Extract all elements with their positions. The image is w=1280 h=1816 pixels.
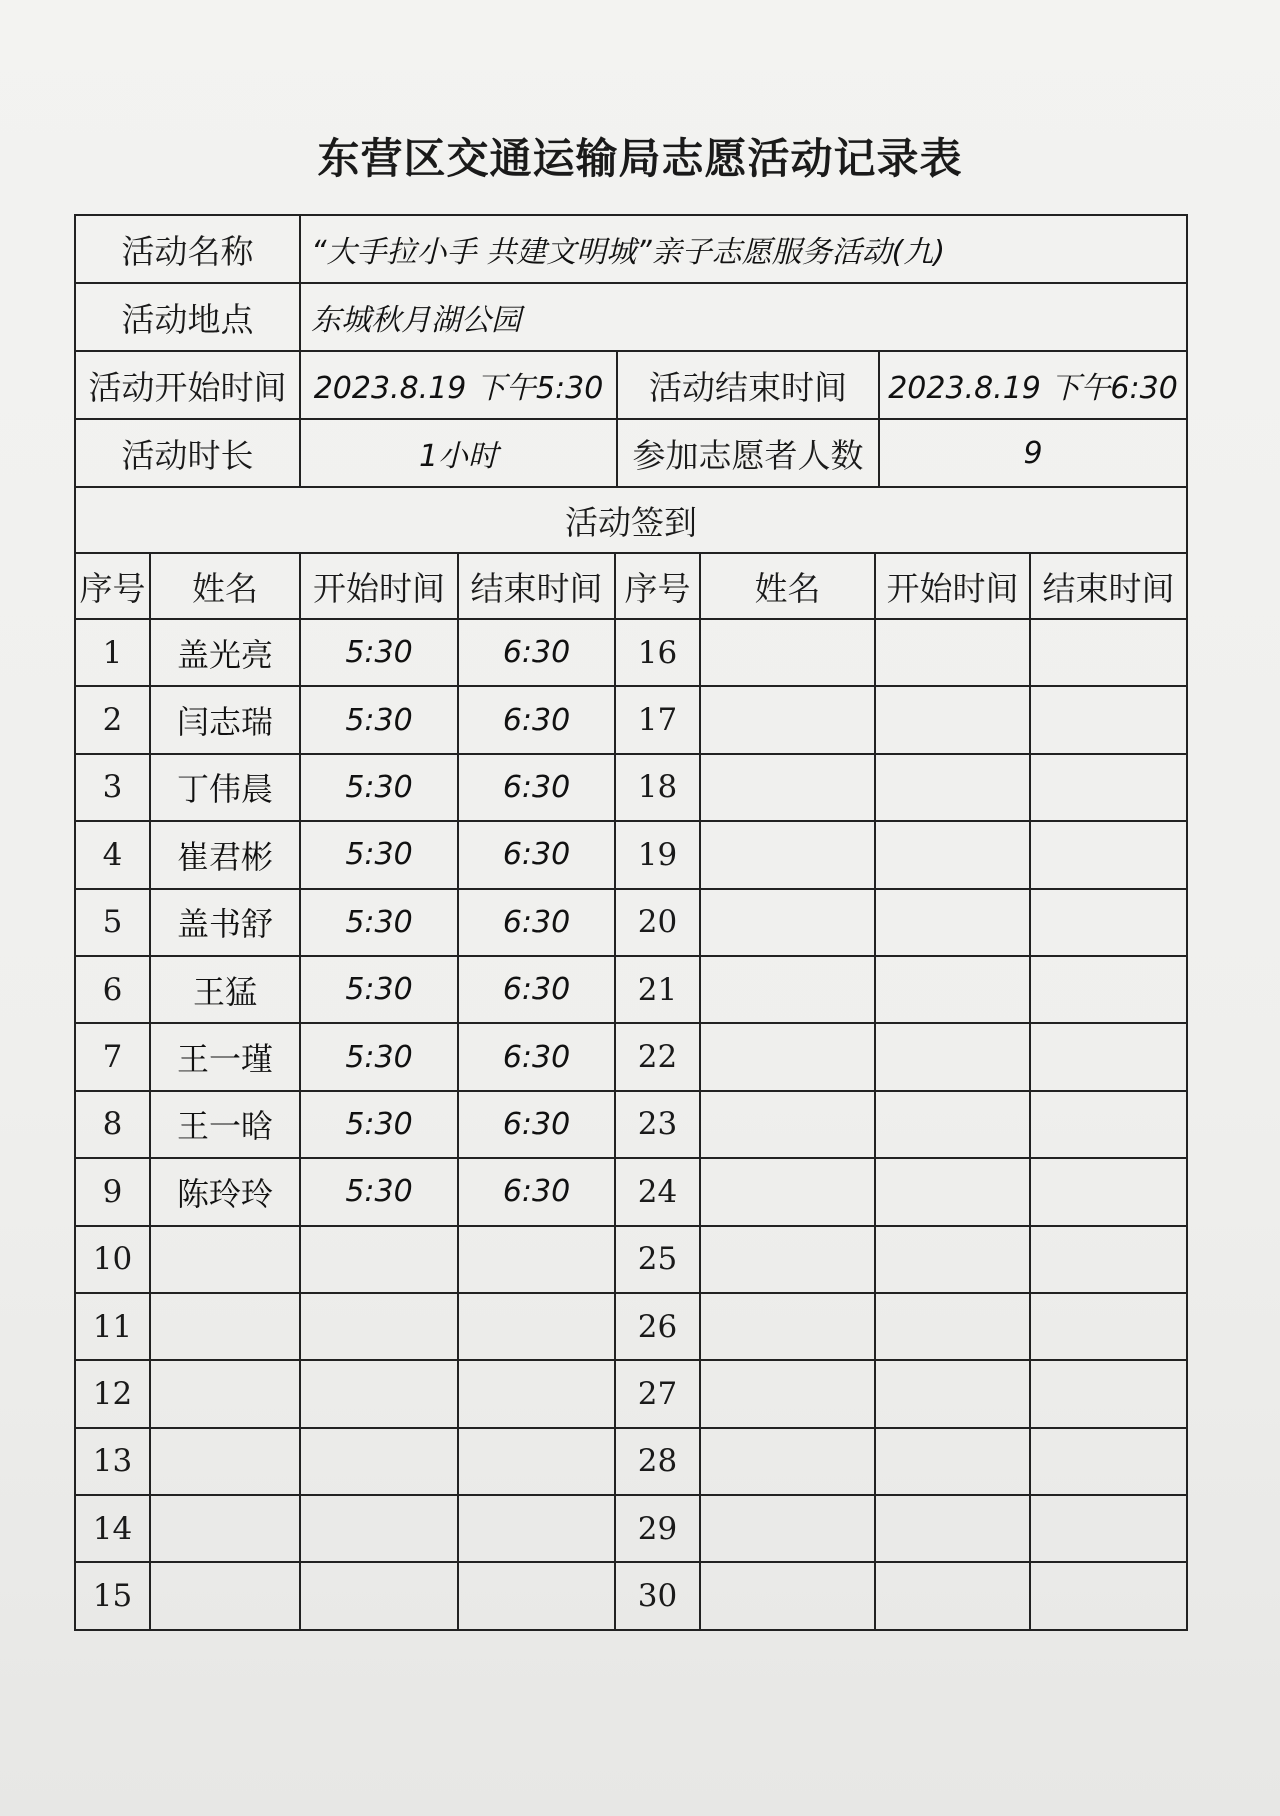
- row-start-cell-right: [875, 619, 1030, 686]
- row-name-cell-right: [700, 686, 875, 753]
- signin-row: [75, 686, 1187, 753]
- signin-row: [75, 1158, 1187, 1225]
- row-end-cell-right: [1030, 1226, 1187, 1293]
- row-end-cell: 6:30: [458, 619, 615, 686]
- row-no-cell: 10: [75, 1226, 150, 1293]
- info-row-activity-name: [75, 215, 1187, 283]
- col-header-start: 开始时间: [300, 553, 458, 619]
- signin-row: [75, 1495, 1187, 1562]
- row-start-cell-right: [875, 1360, 1030, 1427]
- signin-row: [75, 754, 1187, 821]
- row-end-cell: [458, 1562, 615, 1629]
- signin-row: [75, 487, 1187, 553]
- row-end-cell-right: [1030, 1495, 1187, 1562]
- row-no-cell-right: 24: [615, 1158, 700, 1225]
- signin-table: [74, 552, 1188, 1631]
- signin-heading: 活动签到: [75, 487, 1187, 553]
- col-header-no-right: 序号: [615, 553, 700, 619]
- row-end-cell-right: [1030, 889, 1187, 956]
- row-name-cell-right: [700, 1360, 875, 1427]
- row-end-cell: 6:30: [458, 1023, 615, 1090]
- row-end-cell-right: [1030, 619, 1187, 686]
- row-start-cell: 5:30: [300, 821, 458, 888]
- row-start-cell-right: [875, 1023, 1030, 1090]
- row-no-cell-right: 18: [615, 754, 700, 821]
- signin-row: [75, 1023, 1187, 1090]
- row-name-cell: [150, 1562, 300, 1629]
- row-end-cell: 6:30: [458, 956, 615, 1023]
- row-name-cell-right: [700, 1562, 875, 1629]
- row-no-cell-right: 22: [615, 1023, 700, 1090]
- signin-row: [75, 1293, 1187, 1360]
- row-name-cell: 盖书舒: [150, 889, 300, 956]
- row-name-cell-right: [700, 1293, 875, 1360]
- row-no-cell-right: 21: [615, 956, 700, 1023]
- row-start-cell: 5:30: [300, 889, 458, 956]
- form-title: 东营区交通运输局志愿活动记录表: [317, 134, 963, 183]
- signin-row: [75, 821, 1187, 888]
- activity-name-label: 活动名称: [75, 215, 300, 283]
- row-end-cell: 6:30: [458, 889, 615, 956]
- row-end-cell: [458, 1428, 615, 1495]
- row-end-cell: [458, 1226, 615, 1293]
- row-no-cell: 13: [75, 1428, 150, 1495]
- row-name-cell: 闫志瑞: [150, 686, 300, 753]
- row-name-cell: 王一晗: [150, 1091, 300, 1158]
- row-start-cell: 5:30: [300, 1023, 458, 1090]
- row-name-cell-right: [700, 821, 875, 888]
- row-no-cell-right: 26: [615, 1293, 700, 1360]
- row-no-cell: 5: [75, 889, 150, 956]
- row-name-cell: 崔君彬: [150, 821, 300, 888]
- row-name-cell-right: [700, 956, 875, 1023]
- row-name-cell-right: [700, 1428, 875, 1495]
- row-no-cell: 9: [75, 1158, 150, 1225]
- row-name-cell: [150, 1293, 300, 1360]
- volunteer-count-value: 9: [879, 419, 1187, 487]
- row-name-cell-right: [700, 754, 875, 821]
- row-no-cell: 15: [75, 1562, 150, 1629]
- row-start-cell: [300, 1562, 458, 1629]
- row-start-cell-right: [875, 889, 1030, 956]
- end-time-label: 活动结束时间: [617, 351, 879, 419]
- row-no-cell-right: 16: [615, 619, 700, 686]
- row-no-cell-right: 28: [615, 1428, 700, 1495]
- row-start-cell-right: [875, 821, 1030, 888]
- info-row-duration: [75, 419, 1187, 487]
- duration-value: 1小时: [300, 419, 617, 487]
- row-name-cell-right: [700, 1495, 875, 1562]
- row-end-cell-right: [1030, 821, 1187, 888]
- location-value: 东城秋月湖公园: [300, 283, 1187, 351]
- row-name-cell-right: [700, 889, 875, 956]
- col-header-start-right: 开始时间: [875, 553, 1030, 619]
- row-no-cell: 1: [75, 619, 150, 686]
- row-start-cell: [300, 1293, 458, 1360]
- row-end-cell-right: [1030, 754, 1187, 821]
- row-name-cell: 盖光亮: [150, 619, 300, 686]
- row-start-cell-right: [875, 686, 1030, 753]
- row-no-cell-right: 17: [615, 686, 700, 753]
- signin-header-row: [75, 553, 1187, 619]
- signin-row: [75, 1226, 1187, 1293]
- row-end-cell-right: [1030, 1158, 1187, 1225]
- row-no-cell-right: 20: [615, 889, 700, 956]
- row-name-cell-right: [700, 1091, 875, 1158]
- row-name-cell: [150, 1226, 300, 1293]
- row-start-cell-right: [875, 1158, 1030, 1225]
- row-start-cell-right: [875, 956, 1030, 1023]
- row-no-cell: 11: [75, 1293, 150, 1360]
- row-no-cell: 6: [75, 956, 150, 1023]
- signin-table-body: [75, 553, 1187, 1630]
- start-time-value: 2023.8.19 下午5:30: [300, 351, 617, 419]
- col-header-no: 序号: [75, 553, 150, 619]
- row-end-cell: 6:30: [458, 1158, 615, 1225]
- signin-row: [75, 889, 1187, 956]
- row-end-cell-right: [1030, 1428, 1187, 1495]
- row-start-cell: 5:30: [300, 956, 458, 1023]
- row-start-cell: 5:30: [300, 1158, 458, 1225]
- row-start-cell-right: [875, 754, 1030, 821]
- signin-row: [75, 1091, 1187, 1158]
- end-time-value: 2023.8.19 下午6:30: [879, 351, 1187, 419]
- volunteer-count-label: 参加志愿者人数: [617, 419, 879, 487]
- signin-row: [75, 1428, 1187, 1495]
- row-end-cell: 6:30: [458, 686, 615, 753]
- record-form: [74, 214, 1186, 1642]
- col-header-end: 结束时间: [458, 553, 615, 619]
- col-header-name: 姓名: [150, 553, 300, 619]
- row-name-cell: 陈玲玲: [150, 1158, 300, 1225]
- row-name-cell-right: [700, 1158, 875, 1225]
- row-no-cell: 4: [75, 821, 150, 888]
- row-start-cell: [300, 1495, 458, 1562]
- row-start-cell: [300, 1360, 458, 1427]
- row-start-cell-right: [875, 1428, 1030, 1495]
- col-header-end-right: 结束时间: [1030, 553, 1187, 619]
- row-end-cell: 6:30: [458, 1091, 615, 1158]
- row-start-cell: [300, 1428, 458, 1495]
- row-no-cell: 14: [75, 1495, 150, 1562]
- row-no-cell-right: 25: [615, 1226, 700, 1293]
- duration-label: 活动时长: [75, 419, 300, 487]
- row-start-cell-right: [875, 1562, 1030, 1629]
- signin-row: [75, 956, 1187, 1023]
- row-no-cell-right: 19: [615, 821, 700, 888]
- row-end-cell-right: [1030, 1360, 1187, 1427]
- row-name-cell: 丁伟晨: [150, 754, 300, 821]
- row-name-cell-right: [700, 1226, 875, 1293]
- row-no-cell: 2: [75, 686, 150, 753]
- row-end-cell-right: [1030, 1023, 1187, 1090]
- row-no-cell-right: 23: [615, 1091, 700, 1158]
- signin-row: [75, 1562, 1187, 1629]
- row-end-cell: [458, 1360, 615, 1427]
- row-start-cell-right: [875, 1495, 1030, 1562]
- row-start-cell: 5:30: [300, 754, 458, 821]
- row-no-cell: 12: [75, 1360, 150, 1427]
- row-end-cell: 6:30: [458, 821, 615, 888]
- col-header-name-right: 姓名: [700, 553, 875, 619]
- row-start-cell: 5:30: [300, 1091, 458, 1158]
- row-end-cell: [458, 1495, 615, 1562]
- row-no-cell: 7: [75, 1023, 150, 1090]
- row-name-cell: [150, 1360, 300, 1427]
- row-end-cell-right: [1030, 686, 1187, 753]
- row-start-cell: [300, 1226, 458, 1293]
- start-time-label: 活动开始时间: [75, 351, 300, 419]
- row-start-cell-right: [875, 1091, 1030, 1158]
- row-end-cell-right: [1030, 1293, 1187, 1360]
- info-table: [74, 214, 1188, 554]
- row-end-cell-right: [1030, 956, 1187, 1023]
- row-end-cell: [458, 1293, 615, 1360]
- row-no-cell-right: 30: [615, 1562, 700, 1629]
- row-start-cell: 5:30: [300, 686, 458, 753]
- row-name-cell: 王一瑾: [150, 1023, 300, 1090]
- row-start-cell-right: [875, 1226, 1030, 1293]
- row-name-cell-right: [700, 619, 875, 686]
- row-name-cell: [150, 1428, 300, 1495]
- signin-row: [75, 1360, 1187, 1427]
- signin-row: [75, 619, 1187, 686]
- row-end-cell-right: [1030, 1562, 1187, 1629]
- row-start-cell: 5:30: [300, 619, 458, 686]
- row-no-cell: 3: [75, 754, 150, 821]
- row-end-cell: 6:30: [458, 754, 615, 821]
- row-no-cell: 8: [75, 1091, 150, 1158]
- row-start-cell-right: [875, 1293, 1030, 1360]
- activity-name-value: “大手拉小手 共建文明城”亲子志愿服务活动(九): [300, 215, 1187, 283]
- location-label: 活动地点: [75, 283, 300, 351]
- row-no-cell-right: 27: [615, 1360, 700, 1427]
- info-row-location: [75, 283, 1187, 351]
- row-no-cell-right: 29: [615, 1495, 700, 1562]
- row-name-cell: 王猛: [150, 956, 300, 1023]
- row-name-cell-right: [700, 1023, 875, 1090]
- row-name-cell: [150, 1495, 300, 1562]
- info-row-time: [75, 351, 1187, 419]
- row-end-cell-right: [1030, 1091, 1187, 1158]
